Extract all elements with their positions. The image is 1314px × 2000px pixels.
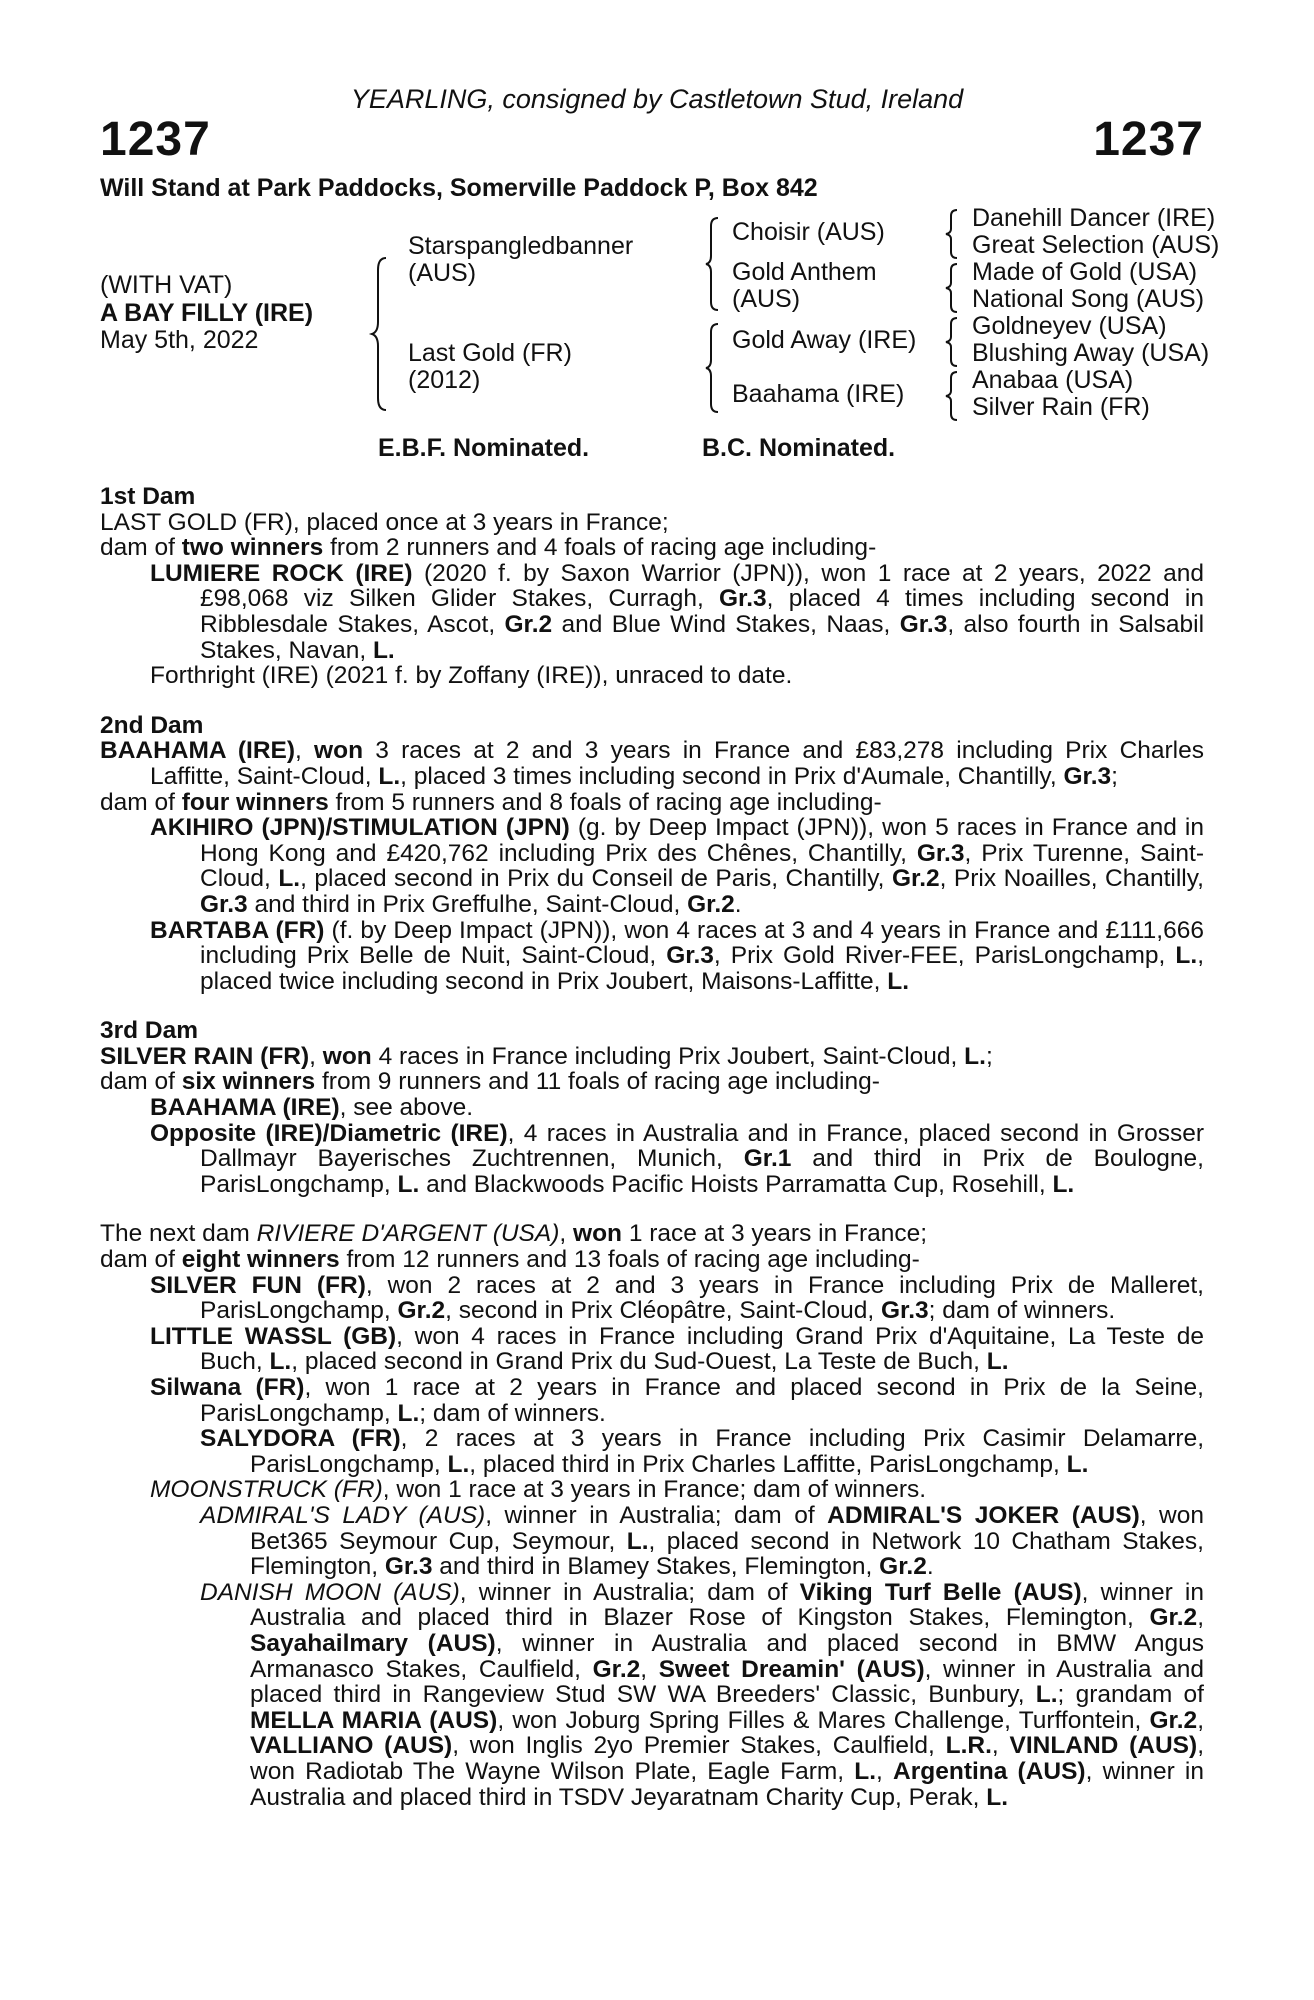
bold-text-run: Gr.2: [592, 1655, 641, 1683]
bold-text-run: Gr.3: [200, 890, 248, 918]
bold-text-run: L.R.: [945, 1732, 992, 1760]
bold-text-run: Gr.2: [1149, 1604, 1198, 1632]
bold-text-run: L.: [1052, 1170, 1075, 1198]
bold-text-run: Gr.3: [666, 942, 714, 970]
text-run: ; dam of winners.: [928, 1297, 1116, 1325]
pedigree-entry: [100, 1095, 1204, 1121]
great-grandsire-3: Goldneyev (USA): [972, 312, 1167, 340]
text-run: , Prix Turenne, Saint-Cloud,: [200, 839, 1204, 893]
text-run: , placed second in Network 10 Chatham Stakes, Flemington,: [250, 1527, 1204, 1581]
bold-text-run: MELLA MARIA (AUS): [250, 1706, 498, 1734]
bold-text-run: VALLIANO (AUS): [250, 1732, 453, 1760]
bold-text-run: Gr.2: [1149, 1706, 1198, 1734]
bold-text-run: Gr.2: [891, 865, 940, 893]
text-run: , won Inglis 2yo Premier Stakes, Caulfield,: [452, 1732, 946, 1760]
bold-text-run: Gr.1: [743, 1145, 792, 1173]
great-grandsire-1: Danehill Dancer (IRE): [972, 204, 1216, 232]
pedigree-entry: [100, 1426, 1204, 1477]
sire-dam-name: Gold Anthem (AUS): [732, 258, 877, 313]
great-granddam-3: Blushing Away (USA): [972, 339, 1210, 367]
pedigree-brace-sire: [706, 216, 722, 312]
text-run: , 4 races in Australia and in France, placed second in Grosser Dallmayr Bayerisches Zuchtrennen, Munich,: [200, 1119, 1205, 1173]
pedigree-entry: [100, 1503, 1204, 1580]
text-run: , winner in Australia and placed third in Rangeview Stud SW WA Breeders' Classic, Bunbury,: [250, 1655, 1204, 1709]
great-grandsire-2: Made of Gold (USA): [972, 258, 1198, 286]
text-run: from 2 runners and 4 foals of racing age including-: [323, 534, 877, 562]
pedigree-entry: [100, 535, 1204, 561]
pedigree-brace-g4: [946, 370, 960, 422]
bold-text-run: won: [573, 1220, 623, 1248]
text-run: dam of: [100, 1068, 182, 1096]
text-run: , Prix Gold River-FEE, ParisLongchamp,: [713, 942, 1176, 970]
bold-text-run: Sweet Dreamin' (AUS): [658, 1655, 925, 1683]
dam-name: Last Gold (FR) (2012): [408, 339, 572, 394]
text-run: 3 races at 2 and 3 years in France and £83,278 including Prix Charles Laffitte, Saint-Cloud,: [150, 737, 1204, 790]
pedigree-entry: [100, 510, 1204, 536]
pedigree-brace-main: [372, 256, 392, 412]
ebf-nomination: E.B.F. Nominated.: [378, 434, 590, 462]
text-run: 1 race at 3 years in France;: [622, 1220, 928, 1248]
pedigree-entry: [100, 1477, 1204, 1503]
text-run: ,: [1197, 1706, 1204, 1734]
text-run: (f. by Deep Impact (JPN)), won 4 races at 3 and 4 years in France and £111,666 including Prix Belle de Nuit, Saint-Cloud,: [200, 916, 1204, 970]
text-run: , placed 4 times including second in Ribblesdale Stakes, Ascot,: [200, 585, 1204, 638]
bold-text-run: four winners: [181, 788, 329, 816]
bold-text-run: L.: [278, 865, 301, 893]
text-run: ,: [295, 737, 315, 765]
bold-text-run: L.: [1066, 1450, 1089, 1478]
bold-text-run: ADMIRAL'S JOKER (AUS): [827, 1501, 1140, 1529]
catalogue-subtitle: YEARLING, consigned by Castletown Stud, Ireland: [350, 84, 964, 114]
text-run: , won Radiotab The Wayne Wilson Plate, Eagle Farm,: [250, 1732, 1204, 1785]
text-run: (g. by Deep Impact (JPN)), won 5 races in France and in Hong Kong and £420,762 including Prix des Chênes, Chantilly,: [200, 814, 1205, 867]
foaling-date: May 5th, 2022: [100, 326, 259, 354]
bold-text-run: L.: [269, 1348, 292, 1376]
text-run: , placed twice including second in Prix Joubert, Maisons-Laffitte,: [200, 942, 1204, 995]
bold-text-run: Gr.2: [504, 610, 553, 638]
pedigree-brace-g1: [946, 208, 960, 260]
text-run: dam of: [100, 534, 182, 562]
pedigree-entry: [100, 1273, 1204, 1324]
bold-text-run: L.: [1035, 1681, 1058, 1709]
pedigree-entry: [100, 1069, 1204, 1095]
pedigree-entry: [100, 561, 1204, 663]
pedigree-entry: [100, 738, 1204, 789]
dam-line-body: [100, 484, 1204, 1810]
bc-nomination: B.C. Nominated.: [702, 434, 896, 462]
bold-text-run: SILVER RAIN (FR): [100, 1042, 310, 1070]
text-run: .: [926, 1553, 934, 1581]
text-run: , won Bet365 Seymour Cup, Seymour,: [250, 1501, 1205, 1555]
text-run: and Blue Wind Stakes, Naas,: [552, 610, 900, 638]
lot-number-right: 1237: [1093, 113, 1204, 166]
bold-text-run: L.: [854, 1757, 877, 1785]
italic-text-run: ADMIRAL'S LADY (AUS): [200, 1501, 486, 1529]
text-run: , placed second in Grand Prix du Sud-Ouest, La Teste de Buch,: [291, 1348, 987, 1376]
lot-number-left: 1237: [100, 113, 211, 166]
bold-text-run: L.: [626, 1527, 649, 1555]
text-run: , winner in Australia and placed second in BMW Angus Armanasco Stakes, Caulfield,: [250, 1629, 1204, 1683]
bold-text-run: AKIHIRO (JPN)/STIMULATION (JPN): [150, 814, 570, 842]
text-run: and third in Prix de Boulogne, ParisLongchamp,: [200, 1145, 1204, 1198]
great-granddam-1: Great Selection (AUS): [972, 231, 1220, 259]
text-run: ,: [991, 1732, 1010, 1760]
pedigree-entry: [100, 1580, 1204, 1810]
bold-text-run: BAAHAMA (IRE): [150, 1094, 340, 1122]
bold-text-run: Argentina (AUS): [893, 1757, 1086, 1785]
bold-text-run: L.: [397, 1399, 420, 1427]
bold-text-run: Gr.3: [916, 839, 965, 867]
text-run: , winner in Australia and placed third in Blazer Rose of Kingston Stakes, Flemington,: [250, 1578, 1204, 1632]
bold-text-run: L.: [964, 1042, 986, 1070]
pedigree-brace-g2: [946, 262, 960, 314]
text-run: and third in Prix Greffulhe, Saint-Cloud,: [247, 890, 688, 918]
bold-text-run: L.: [887, 967, 910, 995]
text-run: Forthright (IRE) (2021 f. by Zoffany (IRE)), unraced to date.: [150, 662, 793, 690]
horse-name: A BAY FILLY (IRE): [100, 299, 314, 327]
text-run: ; grandam of: [1057, 1681, 1204, 1709]
bold-text-run: Sayahailmary (AUS): [250, 1629, 496, 1657]
dam-section: [100, 713, 1204, 995]
text-run: , won 1 race at 3 years in France; dam of winners.: [382, 1476, 927, 1504]
text-run: ,: [640, 1655, 659, 1683]
vat-note: (WITH VAT): [100, 271, 233, 299]
bold-text-run: Gr.2: [687, 890, 735, 918]
text-run: , placed 3 times including second in Prix d'Aumale, Chantilly,: [400, 762, 1064, 790]
text-run: from 9 runners and 11 foals of racing age including-: [315, 1068, 880, 1096]
bold-text-run: Gr.3: [1063, 762, 1112, 790]
pedigree-entry: [100, 1375, 1204, 1426]
pedigree-entry: [100, 1121, 1204, 1198]
bold-text-run: LITTLE WASSL (GB): [150, 1322, 397, 1350]
text-run: ,: [559, 1220, 574, 1248]
text-run: , winner in Australia and placed third in TSDV Jeyaratnam Charity Cup, Perak,: [250, 1757, 1204, 1811]
text-run: , second in Prix Cléopâtre, Saint-Cloud,: [445, 1297, 881, 1325]
text-run: dam of: [100, 788, 182, 816]
text-run: , winner in Australia; dam of: [485, 1501, 828, 1529]
bold-text-run: Gr.3: [880, 1297, 929, 1325]
text-run: ;: [985, 1042, 993, 1070]
bold-text-run: VINLAND (AUS): [1009, 1732, 1198, 1760]
bold-text-run: L.: [378, 762, 401, 790]
pedigree-entry: [100, 1247, 1204, 1273]
text-run: , won 4 races in France including Grand Prix d'Aquitaine, La Teste de Buch,: [200, 1322, 1204, 1376]
text-run: , winner in Australia; dam of: [459, 1578, 800, 1606]
dam-dam-name: Baahama (IRE): [732, 380, 905, 408]
bold-text-run: BARTABA (FR): [150, 916, 325, 944]
bold-text-run: BAAHAMA (IRE): [100, 737, 296, 765]
italic-text-run: DANISH MOON (AUS): [200, 1578, 460, 1606]
bold-text-run: L.: [986, 1783, 1009, 1811]
section-heading: 2nd Dam: [100, 711, 204, 739]
bold-text-run: L.: [372, 636, 395, 664]
text-run: .: [734, 890, 742, 918]
text-run: , won Joburg Spring Filles & Mares Challenge, Turffontein,: [497, 1706, 1150, 1734]
bold-text-run: SILVER FUN (FR): [150, 1271, 366, 1299]
bold-text-run: won: [322, 1042, 372, 1070]
text-run: , placed second in Prix du Conseil de Paris, Chantilly,: [300, 865, 892, 893]
bold-text-run: won: [314, 737, 364, 765]
pedigree-entry: [100, 1221, 1204, 1247]
text-run: and third in Blamey Stakes, Flemington,: [432, 1553, 880, 1581]
sire-name: Starspangledbanner (AUS): [408, 232, 634, 287]
stand-location: Will Stand at Park Paddocks, Somerville Paddock P, Box 842: [100, 174, 818, 202]
italic-text-run: MOONSTRUCK (FR): [150, 1476, 383, 1504]
bold-text-run: Gr.3: [899, 610, 948, 638]
great-granddam-2: National Song (AUS): [972, 285, 1205, 313]
great-grandsire-4: Anabaa (USA): [972, 366, 1134, 394]
text-run: ;: [1111, 762, 1118, 790]
bold-text-run: eight winners: [181, 1246, 340, 1274]
great-granddam-4: Silver Rain (FR): [972, 393, 1150, 421]
text-run: , won 1 race at 2 years in France and placed second in Prix de la Seine, ParisLongchamp,: [200, 1374, 1204, 1427]
bold-text-run: two winners: [181, 534, 324, 562]
text-run: dam of: [100, 1246, 182, 1274]
text-run: The next dam: [100, 1220, 257, 1248]
pedigree-brace-dam: [706, 322, 722, 414]
dam-sire-name: Gold Away (IRE): [732, 326, 917, 354]
text-run: and Blackwoods Pacific Hoists Parramatta Cup, Rosehill,: [419, 1170, 1053, 1198]
text-run: , 2 races at 3 years in France including Prix Casimir Delamarre, ParisLongchamp,: [250, 1425, 1205, 1478]
text-run: , placed third in Prix Charles Laffitte, ParisLongchamp,: [469, 1450, 1067, 1478]
bold-text-run: Gr.2: [879, 1553, 927, 1581]
text-run: ,: [309, 1042, 323, 1070]
pedigree-entry: [100, 1324, 1204, 1375]
pedigree-entry: [100, 1044, 1204, 1070]
bold-text-run: six winners: [181, 1068, 316, 1096]
pedigree-entry: [100, 790, 1204, 816]
text-run: 4 races in France including Prix Joubert, Saint-Cloud,: [371, 1042, 965, 1070]
bold-text-run: Viking Turf Belle (AUS): [799, 1578, 1082, 1606]
text-run: ; dam of winners.: [419, 1399, 606, 1427]
bold-text-run: L.: [1175, 942, 1198, 970]
dam-section: [100, 484, 1204, 689]
bold-text-run: LUMIERE ROCK (IRE): [150, 559, 413, 587]
pedigree-brace-g3: [946, 316, 960, 368]
section-heading: 3rd Dam: [100, 1017, 199, 1045]
section-heading: 1st Dam: [100, 483, 196, 510]
bold-text-run: Gr.3: [718, 585, 767, 613]
text-run: , Prix Noailles, Chantilly,: [939, 865, 1204, 893]
dam-section: [100, 1018, 1204, 1197]
bold-text-run: Gr.3: [384, 1553, 433, 1581]
bold-text-run: L.: [986, 1348, 1009, 1376]
bold-text-run: L.: [397, 1170, 420, 1198]
bold-text-run: Gr.2: [397, 1297, 446, 1325]
pedigree-entry: [100, 663, 1204, 689]
text-run: ,: [1197, 1604, 1204, 1632]
text-run: from 5 runners and 8 foals of racing age including-: [328, 788, 882, 816]
text-run: , won 2 races at 2 and 3 years in France including Prix de Malleret, ParisLongchamp,: [200, 1271, 1204, 1325]
italic-text-run: RIVIERE D'ARGENT (USA): [256, 1220, 560, 1248]
sire-sire-name: Choisir (AUS): [732, 218, 885, 246]
pedigree-entry: [100, 918, 1204, 995]
bold-text-run: Opposite (IRE)/Diametric (IRE): [150, 1119, 508, 1147]
text-run: , also fourth in Salsabil Stakes, Navan,: [200, 610, 1205, 664]
bold-text-run: SALYDORA (FR): [200, 1425, 401, 1453]
bold-text-run: L.: [447, 1450, 470, 1478]
text-run: (2020 f. by Saxon Warrior (JPN)), won 1 race at 2 years, 2022 and £98,068 viz Silken Glider Stakes, Curragh,: [200, 559, 1204, 613]
text-run: from 12 runners and 13 foals of racing age including-: [339, 1246, 920, 1274]
pedigree-entry: [100, 815, 1204, 917]
bold-text-run: Silwana (FR): [150, 1374, 305, 1401]
text-run: , see above.: [339, 1094, 474, 1122]
dam-section: [100, 1221, 1204, 1810]
text-run: LAST GOLD (FR), placed once at 3 years in France;: [100, 508, 669, 536]
text-run: ,: [876, 1757, 894, 1785]
